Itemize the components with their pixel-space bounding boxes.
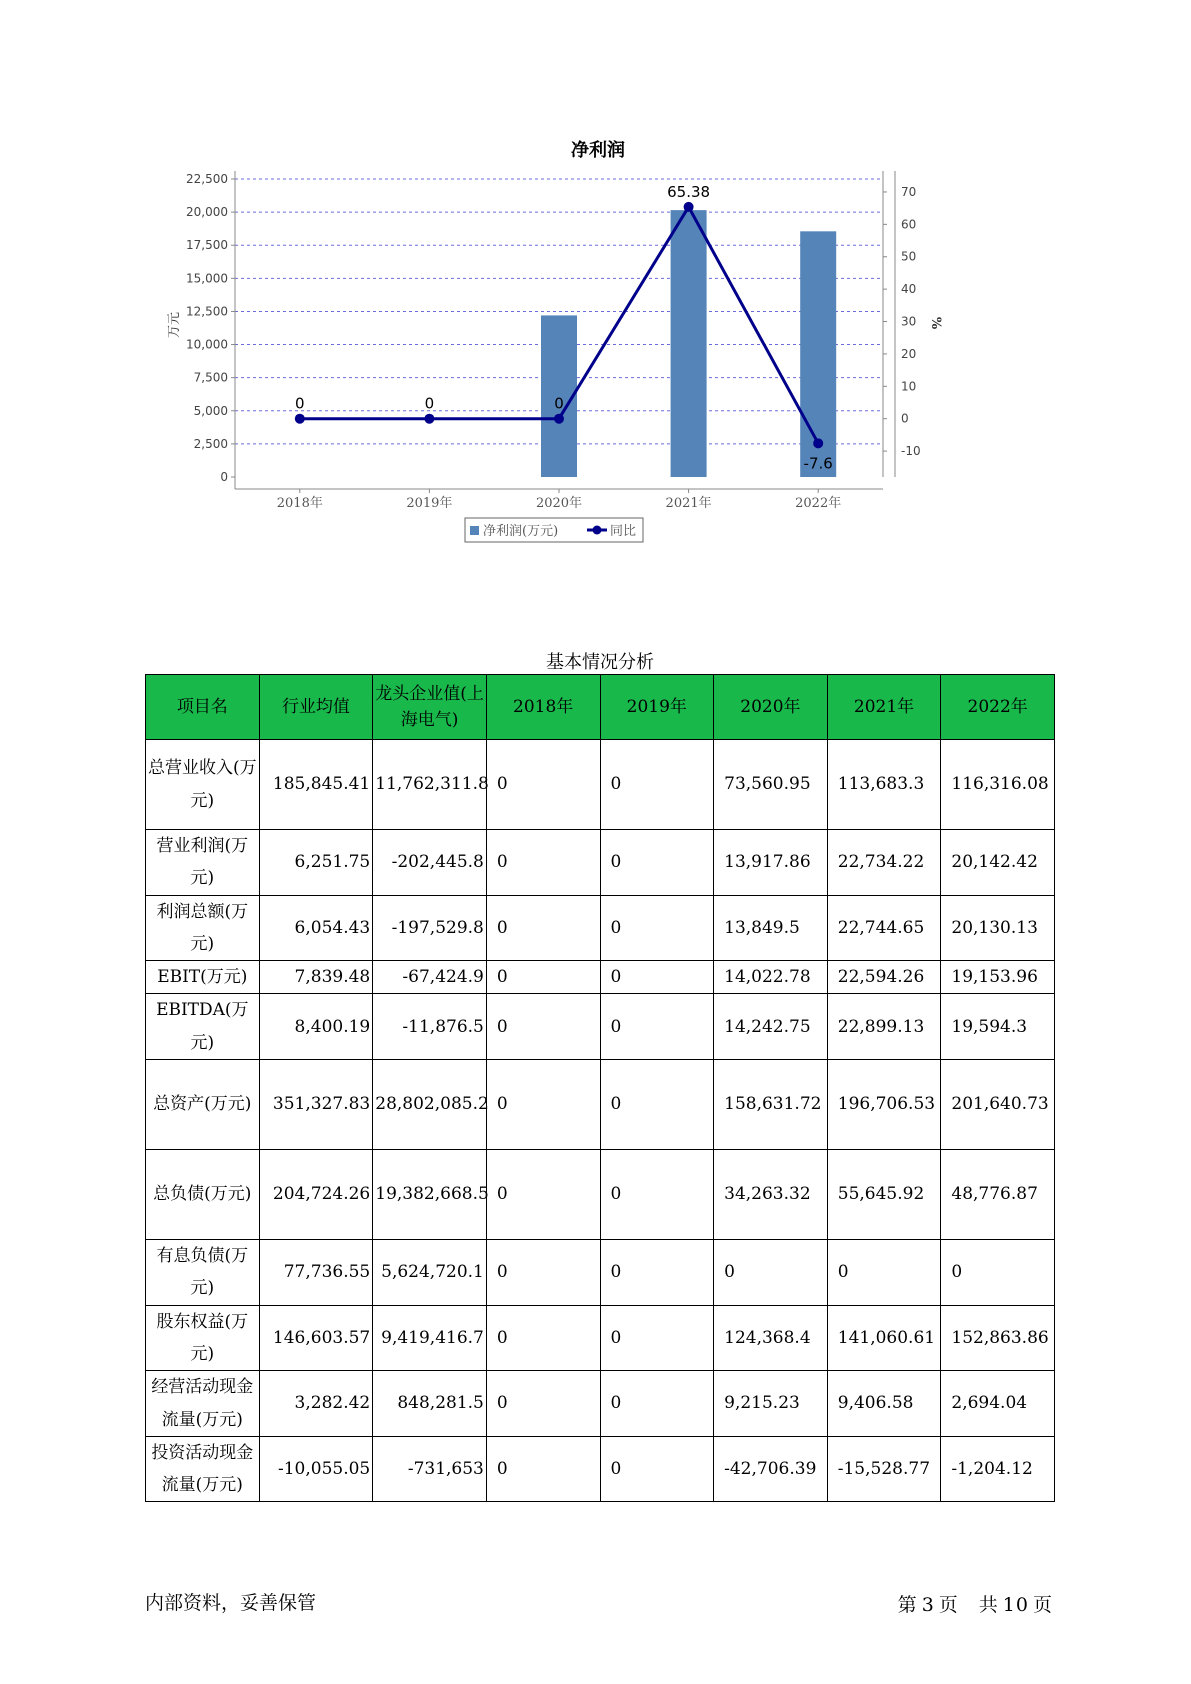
table-header-cell: 项目名 xyxy=(146,675,260,740)
yoy-data-label: 0 xyxy=(295,394,305,413)
table-cell: 0 xyxy=(486,1371,600,1437)
page-suffix: 页 xyxy=(1032,1594,1053,1616)
table-cell: 0 xyxy=(600,895,714,961)
row-label: EBITDA(万元) xyxy=(146,994,260,1060)
table-cell: 152,863.86 xyxy=(941,1305,1055,1371)
page-total: 10 xyxy=(1002,1594,1029,1616)
row-label: 总资产(万元) xyxy=(146,1060,260,1150)
y2-tick-label: 10 xyxy=(901,379,917,394)
table-header-cell: 2022年 xyxy=(941,675,1055,740)
page-prefix: 第 xyxy=(897,1594,918,1616)
table-cell: 124,368.4 xyxy=(714,1305,828,1371)
table-cell: 48,776.87 xyxy=(941,1150,1055,1240)
row-label: 经营活动现金流量(万元) xyxy=(146,1371,260,1437)
table-cell: 204,724.26 xyxy=(259,1150,373,1240)
table-cell: -197,529.8 xyxy=(373,895,487,961)
table-cell: 5,624,720.1 xyxy=(373,1240,487,1306)
table-cell: 9,406.58 xyxy=(827,1371,941,1437)
table-cell: 0 xyxy=(486,1436,600,1502)
table-header-cell: 2018年 xyxy=(486,675,600,740)
table-cell: 0 xyxy=(486,1305,600,1371)
row-label: 总负债(万元) xyxy=(146,1150,260,1240)
yoy-point xyxy=(684,202,694,212)
table-cell: 0 xyxy=(827,1240,941,1306)
row-label: 股东权益(万元) xyxy=(146,1305,260,1371)
y2-tick-label: 20 xyxy=(901,346,917,361)
y-tick-label: 10,000 xyxy=(186,337,228,352)
table-cell: 9,215.23 xyxy=(714,1371,828,1437)
footer-page-number xyxy=(896,1590,1055,1617)
table-cell: 141,060.61 xyxy=(827,1305,941,1371)
y-tick-label: 0 xyxy=(220,470,228,484)
y-tick-label: 15,000 xyxy=(186,271,228,286)
table-cell: 0 xyxy=(600,740,714,830)
table-cell: 0 xyxy=(600,1305,714,1371)
table-cell: 0 xyxy=(714,1240,828,1306)
yoy-point xyxy=(554,414,564,424)
legend-bar-swatch xyxy=(470,526,479,535)
table-cell: 0 xyxy=(600,961,714,994)
table-cell: 0 xyxy=(600,1060,714,1150)
page-mid: 页 共 xyxy=(938,1594,999,1616)
yoy-data-label: 0 xyxy=(424,394,435,413)
yoy-point xyxy=(813,438,823,448)
y2-tick-label: 50 xyxy=(901,249,917,264)
table-cell: 13,849.5 xyxy=(714,895,828,961)
row-label: 总营业收入(万元) xyxy=(146,740,260,830)
table-cell: 0 xyxy=(600,1240,714,1306)
table-cell: 11,762,311.8 xyxy=(373,740,487,830)
table-row xyxy=(146,1371,1055,1437)
table-cell: 185,845.41 xyxy=(259,740,373,830)
table-cell: 0 xyxy=(486,961,600,994)
y2-axis-title: % xyxy=(928,316,943,330)
table-cell: 55,645.92 xyxy=(827,1150,941,1240)
table-cell: 7,839.48 xyxy=(259,961,373,994)
y-tick-label: 17,500 xyxy=(186,238,228,253)
y-axis-title: 万元 xyxy=(167,311,182,339)
y2-tick-label: 40 xyxy=(901,282,917,297)
yoy-point xyxy=(295,414,305,424)
table-body xyxy=(146,740,1055,1502)
y-tick-label: 2,500 xyxy=(193,436,228,451)
table-cell: 22,899.13 xyxy=(827,994,941,1060)
table-cell: 0 xyxy=(486,1060,600,1150)
table-row xyxy=(146,740,1055,830)
table-cell: 0 xyxy=(600,1150,714,1240)
analysis-table xyxy=(145,674,1055,1502)
table-cell: -202,445.8 xyxy=(373,830,487,896)
table-cell: 9,419,416.7 xyxy=(373,1305,487,1371)
chart-title: 净利润 xyxy=(571,140,625,161)
table-cell: -15,528.77 xyxy=(827,1436,941,1502)
legend-line-marker xyxy=(593,526,602,535)
table-cell: 201,640.73 xyxy=(941,1060,1055,1150)
legend-bar-label: 净利润(万元) xyxy=(483,524,559,539)
table-row xyxy=(146,1436,1055,1502)
table-cell: -67,424.9 xyxy=(373,961,487,994)
yoy-data-label: 65.38 xyxy=(667,182,711,201)
table-row xyxy=(146,830,1055,896)
table-cell: 20,142.42 xyxy=(941,830,1055,896)
y-tick-label: 7,500 xyxy=(193,370,228,385)
table-cell: 19,594.3 xyxy=(941,994,1055,1060)
table-cell: 6,054.43 xyxy=(259,895,373,961)
y-tick-label: 22,500 xyxy=(186,172,228,186)
y2-tick-label: 30 xyxy=(901,314,917,329)
table-cell: 20,130.13 xyxy=(941,895,1055,961)
table-cell: 0 xyxy=(486,830,600,896)
table-row xyxy=(146,1240,1055,1306)
y2-tick-label: 60 xyxy=(901,217,917,232)
table-row xyxy=(146,1150,1055,1240)
y-tick-label: 12,500 xyxy=(186,304,228,319)
table-cell: 34,263.32 xyxy=(714,1150,828,1240)
x-tick-label: 2020年 xyxy=(535,496,583,511)
chart-canvas xyxy=(160,125,1000,595)
table-cell: 73,560.95 xyxy=(714,740,828,830)
yoy-data-label: -7.6 xyxy=(803,454,833,473)
table-header-cell: 2021年 xyxy=(827,675,941,740)
table-cell: 146,603.57 xyxy=(259,1305,373,1371)
table-cell: 0 xyxy=(600,1436,714,1502)
y-tick-label: 5,000 xyxy=(193,403,228,418)
table-cell: -42,706.39 xyxy=(714,1436,828,1502)
table-cell: 8,400.19 xyxy=(259,994,373,1060)
table-cell: 848,281.5 xyxy=(373,1371,487,1437)
table-cell: 22,744.65 xyxy=(827,895,941,961)
y2-tick-label: 70 xyxy=(901,184,917,199)
table-cell: 0 xyxy=(486,1150,600,1240)
table-cell: 14,242.75 xyxy=(714,994,828,1060)
table-header-row xyxy=(146,675,1055,740)
table-cell: 19,153.96 xyxy=(941,961,1055,994)
table-cell: 22,594.26 xyxy=(827,961,941,994)
row-label: 投资活动现金流量(万元) xyxy=(146,1436,260,1502)
chart-legend xyxy=(465,518,643,542)
table-cell: 0 xyxy=(600,830,714,896)
table-cell: 28,802,085.2 xyxy=(373,1060,487,1150)
table-cell: 0 xyxy=(486,994,600,1060)
table-cell: 2,694.04 xyxy=(941,1371,1055,1437)
table-cell: -1,204.12 xyxy=(941,1436,1055,1502)
table-cell: 77,736.55 xyxy=(259,1240,373,1306)
x-tick-label: 2021年 xyxy=(665,496,712,511)
table-cell: 196,706.53 xyxy=(827,1060,941,1150)
table-row xyxy=(146,1305,1055,1371)
table-cell: 113,683.3 xyxy=(827,740,941,830)
x-tick-label: 2019年 xyxy=(406,496,453,511)
table-header-cell: 2020年 xyxy=(714,675,828,740)
table-cell: 14,022.78 xyxy=(714,961,828,994)
chart-bars xyxy=(541,210,836,477)
table-row xyxy=(146,961,1055,994)
table-cell: 0 xyxy=(600,994,714,1060)
table-cell: -731,653 xyxy=(373,1436,487,1502)
table-row xyxy=(146,895,1055,961)
table-cell: 158,631.72 xyxy=(714,1060,828,1150)
row-label: 有息负债(万元) xyxy=(146,1240,260,1306)
table-cell: 0 xyxy=(941,1240,1055,1306)
y-tick-label: 20,000 xyxy=(186,205,228,220)
y2-tick-label: -10 xyxy=(901,444,921,459)
table-cell: 0 xyxy=(486,1240,600,1306)
yoy-data-label: 0 xyxy=(554,394,564,413)
table-row xyxy=(146,994,1055,1060)
table-header-cell: 龙头企业值(上海电气) xyxy=(373,675,487,740)
x-tick-label: 2018年 xyxy=(276,496,323,511)
table-cell: 0 xyxy=(486,740,600,830)
yoy-point xyxy=(424,414,434,424)
table-cell: -11,876.5 xyxy=(373,994,487,1060)
table-title: 基本情况分析 xyxy=(546,652,654,673)
table-cell: -10,055.05 xyxy=(259,1436,373,1502)
table-cell: 13,917.86 xyxy=(714,830,828,896)
x-tick-label: 2022年 xyxy=(795,496,842,511)
row-label: EBIT(万元) xyxy=(146,961,260,994)
table-cell: 3,282.42 xyxy=(259,1371,373,1437)
footer-confidential-note: 内部资料，妥善保管 xyxy=(145,1592,317,1614)
table-cell: 116,316.08 xyxy=(941,740,1055,830)
table-cell: 0 xyxy=(600,1371,714,1437)
table-cell: 0 xyxy=(486,895,600,961)
row-label: 营业利润(万元) xyxy=(146,830,260,896)
bar-2021年 xyxy=(671,210,707,477)
table-cell: 22,734.22 xyxy=(827,830,941,896)
table-header-cell: 2019年 xyxy=(600,675,714,740)
net-profit-chart xyxy=(160,125,1000,595)
table-header-cell: 行业均值 xyxy=(259,675,373,740)
row-label: 利润总额(万元) xyxy=(146,895,260,961)
table-cell: 19,382,668.5 xyxy=(373,1150,487,1240)
table-cell: 6,251.75 xyxy=(259,830,373,896)
y2-tick-label: 0 xyxy=(901,411,909,426)
table-cell: 351,327.83 xyxy=(259,1060,373,1150)
table-row xyxy=(146,1060,1055,1150)
page-current: 3 xyxy=(921,1594,935,1616)
legend-line-label: 同比 xyxy=(610,524,637,539)
